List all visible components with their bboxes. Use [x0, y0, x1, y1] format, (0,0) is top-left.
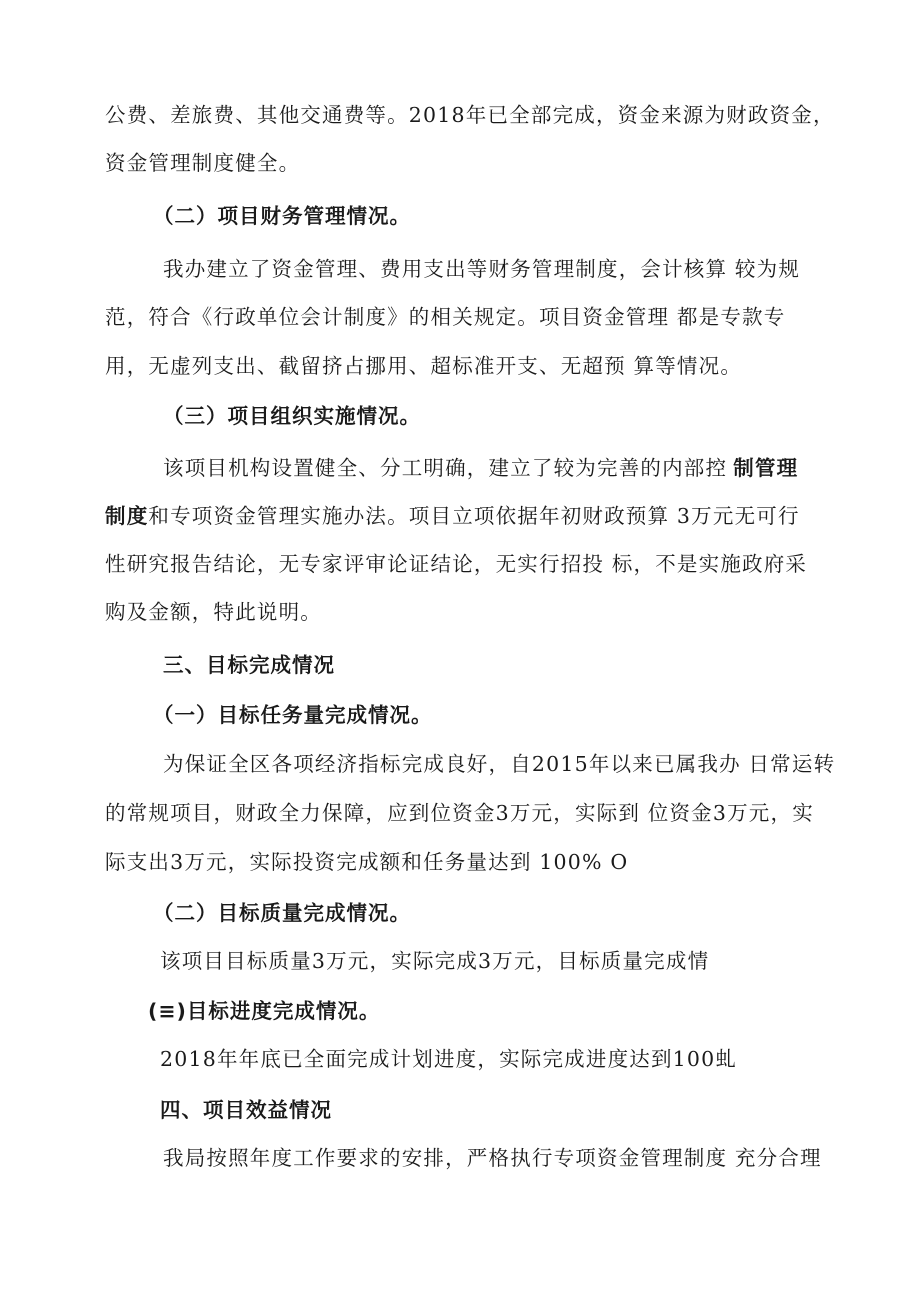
- section-heading-finance: （二）项目财务管理情况。: [153, 204, 411, 228]
- paragraph-line-13: 该项目目标质量3万元，实际完成3万元，目标质量完成情: [160, 949, 710, 973]
- subsection-heading-progress: (≡)目标进度完成情况。: [148, 999, 381, 1023]
- paragraph-line-11: 的常规项目，财政全力保障，应到位资金3万元，实际到 位资金3万元，实: [105, 801, 814, 825]
- paragraph-line-15: 我局按照年度工作要求的安排，严格执行专项资金管理制度 充分合理: [163, 1146, 822, 1170]
- paragraph-line-9: 购及金额，特此说明。: [105, 600, 322, 624]
- paragraph-line-6-text: 该项目机构设置健全、分工明确，建立了较为完善的内部控: [163, 456, 728, 480]
- paragraph-line-7-text: 和专项资金管理实施办法。项目立项依据年初财政预算 3万元无可行: [148, 504, 800, 528]
- paragraph-line-1: 公费、差旅费、其他交通费等。2018年已全部完成，资金来源为财政资金，: [105, 103, 835, 127]
- section-heading-implementation: （三）项目组织实施情况。: [163, 404, 421, 428]
- paragraph-line-7-bold-text: 制度: [105, 504, 149, 528]
- paragraph-line-6-bold-text: 制管理: [733, 456, 799, 480]
- subsection-heading-task-volume: （一）目标任务量完成情况。: [153, 703, 433, 727]
- paragraph-line-12: 际支出3万元，实际投资完成额和任务量达到 100% O: [105, 850, 629, 874]
- paragraph-line-8: 性研究报告结论，无专家评审论证结论，无实行招投 标，不是实施政府采: [105, 552, 808, 576]
- paragraph-line-6: [163, 455, 798, 481]
- paragraph-line-4: 范，符合《行政单位会计制度》的相关规定。项目资金管理 都是专款专: [105, 305, 786, 329]
- paragraph-line-7: [105, 503, 800, 529]
- paragraph-line-5: 用，无虚列支出、截留挤占挪用、超标准开支、无超预 算等情况。: [105, 354, 743, 378]
- section-heading-goal-completion: 三、目标完成情况: [163, 653, 335, 677]
- paragraph-line-14: 2018年年底已全面完成计划进度，实际完成进度达到100虬: [160, 1047, 738, 1071]
- section-heading-benefits: 四、项目效益情况: [160, 1098, 332, 1122]
- subsection-heading-quality: （二）目标质量完成情况。: [153, 901, 411, 925]
- paragraph-line-3: 我办建立了资金管理、费用支出等财务管理制度，会计核算 较为规: [163, 257, 801, 281]
- paragraph-line-10: 为保证全区各项经济指标完成良好，自2015年以来已属我办 日常运转: [163, 752, 836, 776]
- paragraph-line-2: 资金管理制度健全。: [105, 151, 301, 175]
